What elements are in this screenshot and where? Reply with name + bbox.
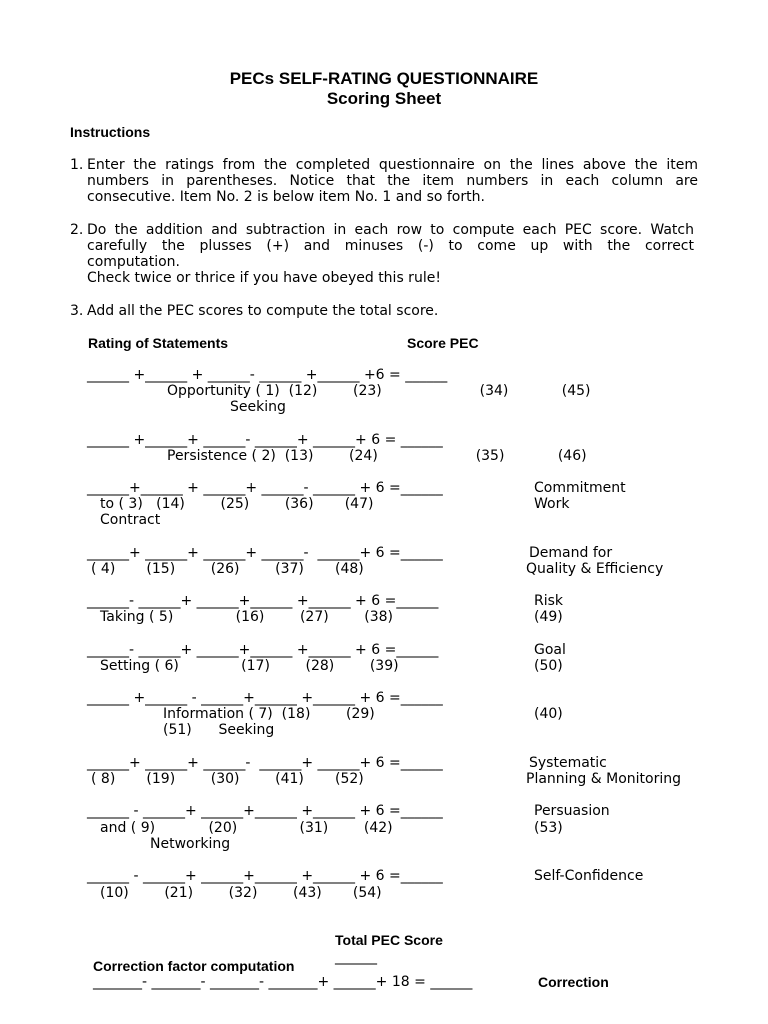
- row-pec-label-2: Planning & Monitoring: [526, 771, 681, 787]
- instruction-text: Enter the ratings from the completed questionnaire on the lines above the item numbers in parentheses. Notice that the item numbers in each column are consecutive. Item No. 2 is below item No. 1 and so forth.: [87, 157, 698, 205]
- row-pec-label-2: Quality & Efficiency: [526, 561, 664, 577]
- row-formula[interactable]: ______+ ______+ ______+ ______- ______+ 6 =______: [87, 545, 443, 561]
- page-title: PECs SELF-RATING QUESTIONNAIRE: [229, 69, 539, 88]
- row-formula[interactable]: ______+ ______+ ______- ______+ ______+ 6 =______: [87, 755, 443, 771]
- row-pec-label-2: (53): [534, 820, 563, 836]
- correction-label: Correction: [538, 974, 609, 990]
- row-extra: Networking: [150, 836, 231, 852]
- instruction-text: Add all the PEC scores to compute the total score.: [87, 303, 439, 319]
- rating-header: Rating of Statements: [88, 335, 229, 351]
- row-items: and ( 9) (20) (31) (42): [100, 820, 393, 836]
- row-pec-label-2: (49): [534, 609, 563, 625]
- row-formula[interactable]: ______- ______+ ______+______ +______ + 6 =______: [87, 593, 439, 609]
- total-blank[interactable]: ______: [335, 949, 377, 965]
- row-pec-label: Systematic: [529, 755, 607, 771]
- row-items: (10) (21) (32) (43) (54): [100, 885, 382, 901]
- total-label: Total PEC Score: [335, 932, 443, 948]
- row-pec-label: Self-Confidence: [534, 868, 644, 884]
- row-pec-label-2: Work: [534, 496, 570, 512]
- row-formula[interactable]: ______ +______ - ______+______ +______ + 6 =______: [87, 690, 443, 706]
- row-formula[interactable]: ______- ______+ ______+______ +______ + 6 =______: [87, 642, 439, 658]
- row-pec-label-2: (40): [534, 706, 563, 722]
- row-pec-label: Demand for: [529, 545, 613, 561]
- score-header: Score PEC: [407, 335, 479, 351]
- row-items: Opportunity ( 1) (12) (23) (34) (45): [167, 383, 591, 399]
- instructions-heading: Instructions: [70, 124, 151, 140]
- row-items: Taking ( 5) (16) (27) (38): [100, 609, 394, 625]
- row-items: to ( 3) (14) (25) (36) (47): [100, 496, 374, 512]
- row-items: Setting ( 6) (17) (28) (39): [100, 658, 399, 674]
- row-items: Persistence ( 2) (13) (24) (35) (46): [167, 448, 587, 464]
- row-extra: Contract: [100, 512, 161, 528]
- row-formula[interactable]: ______ - ______+ ______+______ +______ + 6 =______: [87, 868, 443, 884]
- total-pec-score: [327, 917, 443, 965]
- row-formula[interactable]: ______ +______ + ______- ______ +______ +6 = ______: [87, 367, 448, 383]
- correction-formula[interactable]: _______- _______- _______- _______+ ______+ 18 = ______: [93, 974, 473, 990]
- row-items: Information ( 7) (18) (29): [163, 706, 375, 722]
- instruction-number: 3.: [70, 303, 84, 319]
- row-extra: Seeking: [230, 399, 286, 415]
- row-formula[interactable]: ______+______ + ______+ ______- ______ + 6 =______: [87, 480, 443, 496]
- row-pec-label-2: (50): [534, 658, 563, 674]
- row-pec-label: Risk: [534, 593, 564, 609]
- row-pec-label: Commitment: [534, 480, 626, 496]
- row-pec-label: Persuasion: [534, 803, 610, 819]
- row-formula[interactable]: ______ - ______+ ______+______ +______ + 6 =______: [87, 803, 443, 819]
- row-items: ( 4) (15) (26) (37) (48): [91, 561, 364, 577]
- instruction-number: 2.: [70, 222, 84, 238]
- row-formula[interactable]: ______ +______+ ______- ______+ ______+ 6 = ______: [87, 432, 443, 448]
- page-subtitle: Scoring Sheet: [326, 89, 442, 108]
- instruction-text: Do the addition and subtraction in each row to compute each PEC score. Watch carefully the plusses (+) and minuses (-) to come up with the correct computation. Check twice or thrice if you have obeyed this rule!: [87, 222, 694, 286]
- instruction-number: 1.: [70, 157, 84, 173]
- row-items: ( 8) (19) (30) (41) (52): [91, 771, 364, 787]
- correction-heading: Correction factor computation: [93, 958, 295, 974]
- row-extra: (51) Seeking: [163, 722, 275, 738]
- row-pec-label: Goal: [534, 642, 566, 658]
